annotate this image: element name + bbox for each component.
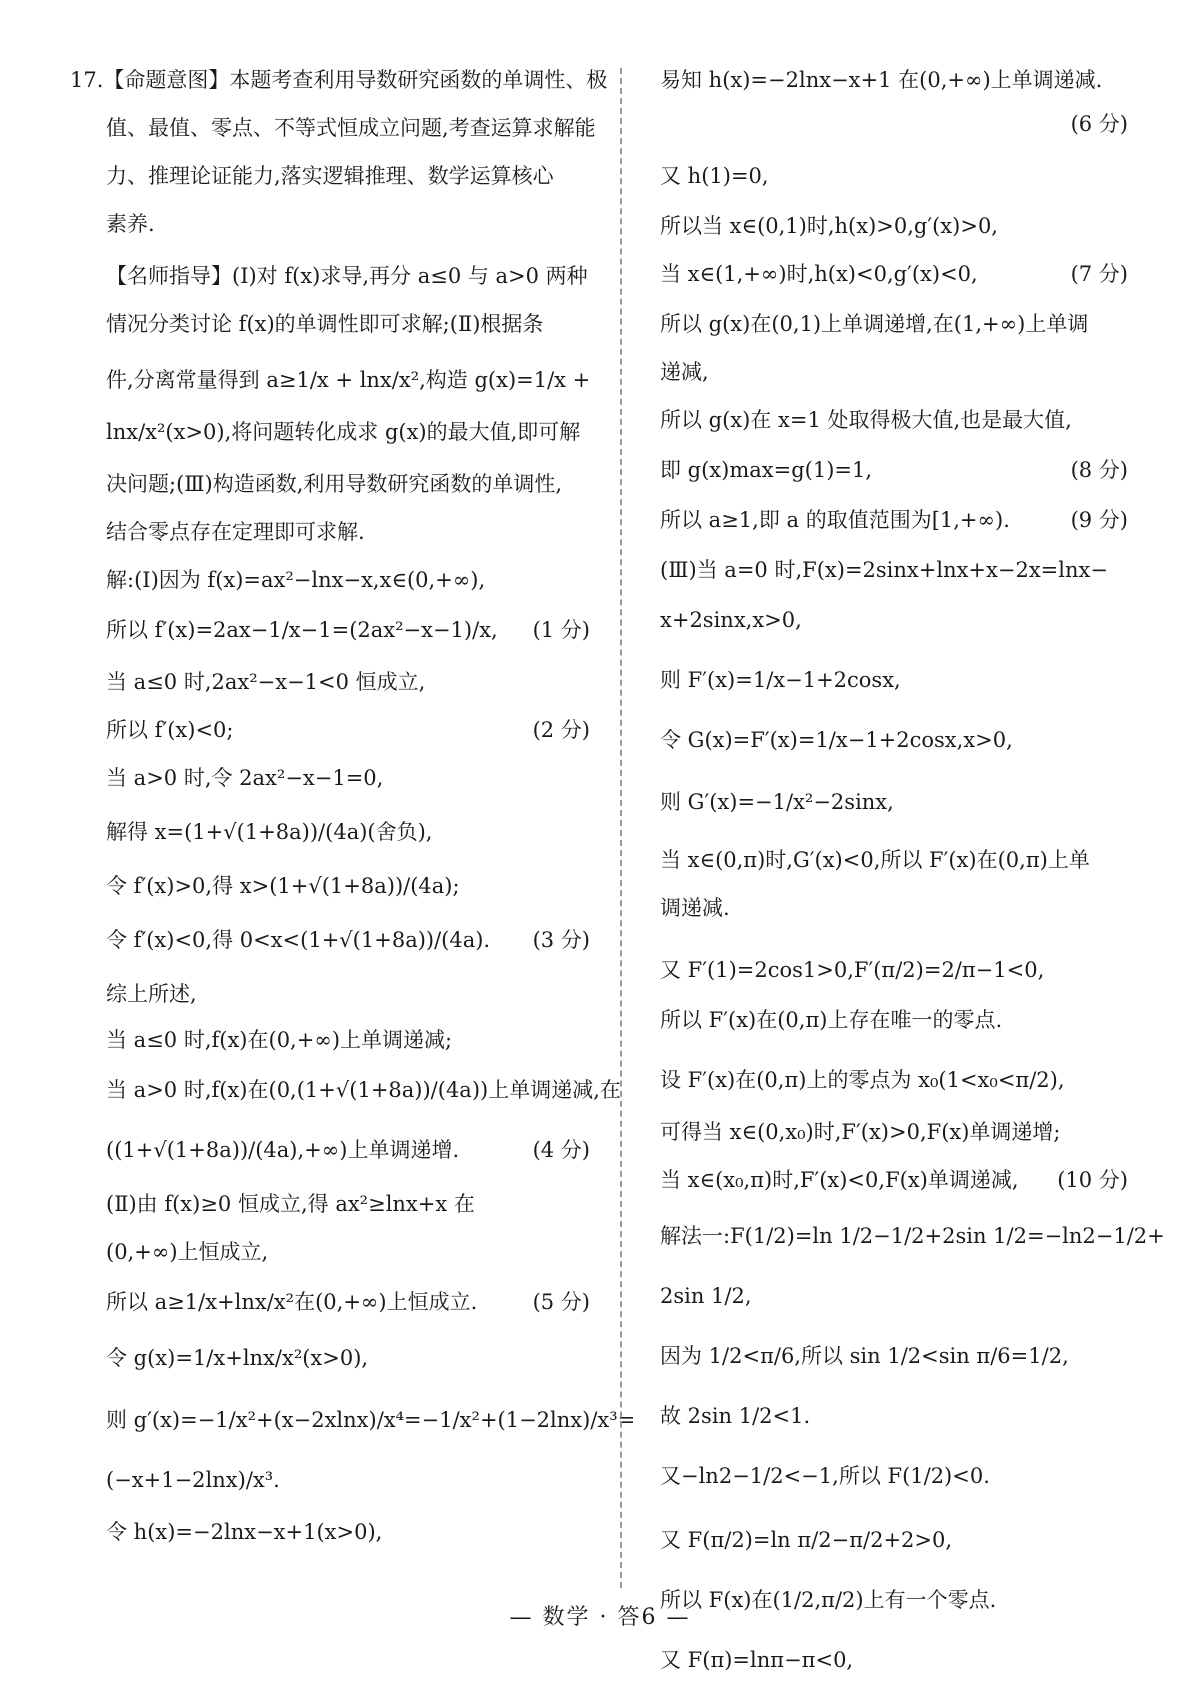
right-line-text: 易知 h(x)=−2lnx−x+1 在(0,+∞)上单调递减.	[660, 68, 1103, 92]
column-divider	[620, 68, 622, 1588]
right-line	[660, 402, 1128, 438]
right-line	[660, 952, 1128, 988]
left-line-text: 所以 a≥1/x+lnx/x²在(0,+∞)上恒成立.	[106, 1290, 478, 1314]
left-line-text: (Ⅱ)由 f(x)≥0 恒成立,得 ax²≥lnx+x 在	[106, 1192, 475, 1216]
right-line-text: 2sin 1/2,	[660, 1284, 752, 1308]
right-line-text: x+2sinx,x>0,	[660, 608, 802, 632]
right-line-text: 又 F′(1)=2cos1>0,F′(π/2)=2/π−1<0,	[660, 958, 1045, 982]
right-line	[660, 1218, 1165, 1254]
left-line	[106, 414, 590, 450]
right-line	[660, 502, 1128, 538]
left-line	[106, 1186, 590, 1222]
left-line	[106, 1234, 590, 1270]
right-line-text: 调递减.	[660, 896, 730, 920]
right-line	[660, 1458, 1128, 1494]
left-line-text: 力、推理论证能力,落实逻辑推理、数学运算核心	[106, 164, 554, 188]
right-line	[660, 1162, 1128, 1198]
left-line	[106, 664, 590, 700]
left-line-text: 令 h(x)=−2lnx−x+1(x>0),	[106, 1520, 383, 1544]
right-line	[660, 1002, 1128, 1038]
right-line	[660, 354, 1128, 390]
right-line-text: 则 G′(x)=−1/x²−2sinx,	[660, 790, 894, 814]
right-line-text: 所以 g(x)在 x=1 处取得极大值,也是最大值,	[660, 408, 1072, 432]
left-line-text: 结合零点存在定理即可求解.	[106, 520, 365, 544]
left-line	[106, 612, 590, 648]
left-line-text: 令 g(x)=1/x+lnx/x²(x>0),	[106, 1346, 369, 1370]
score-mark: (4 分)	[532, 1138, 590, 1162]
right-line-text: 所以 F(x)在(1/2,π/2)上有一个零点.	[660, 1588, 997, 1612]
left-line	[106, 110, 596, 146]
score-mark: (6 分)	[1070, 112, 1128, 136]
left-line-text: lnx/x²(x>0),将问题转化成求 g(x)的最大值,即可解	[106, 420, 581, 444]
right-line	[660, 158, 1128, 194]
right-line-text: 所以 F′(x)在(0,π)上存在唯一的零点.	[660, 1008, 1003, 1032]
left-line	[106, 158, 590, 194]
left-line-text: 当 a>0 时,令 2ax²−x−1=0,	[106, 766, 384, 790]
left-line-text: 则 g′(x)=−1/x²+(x−2xlnx)/x⁴=−1/x²+(1−2lnx)/x³=	[106, 1408, 636, 1432]
left-line-text: (0,+∞)上恒成立,	[106, 1240, 269, 1264]
right-line-text: 当 x∈(1,+∞)时,h(x)<0,g′(x)<0,	[660, 262, 978, 286]
left-line	[106, 514, 590, 550]
right-line	[660, 552, 1128, 588]
left-line	[106, 1340, 590, 1376]
right-line	[660, 784, 1128, 820]
right-line-text: 解法一:F(1/2)=ln 1/2−1/2+2sin 1/2=−ln2−1/2+	[660, 1224, 1165, 1248]
right-line	[660, 208, 1128, 244]
left-line-text: 情况分类讨论 f(x)的单调性即可求解;(Ⅱ)根据条	[106, 312, 544, 336]
left-line	[106, 868, 590, 904]
left-line-text: 值、最值、零点、不等式恒成立问题,考查运算求解能	[106, 116, 596, 140]
right-line-text: (Ⅲ)当 a=0 时,F(x)=2sinx+lnx+x−2x=lnx−	[660, 558, 1108, 582]
right-line	[660, 1398, 1128, 1434]
right-line	[660, 1278, 1128, 1314]
right-line-text: 又−ln2−1/2<−1,所以 F(1/2)<0.	[660, 1464, 990, 1488]
left-line-text: 素养.	[106, 212, 155, 236]
left-line-text: 件,分离常量得到 a≥1/x + lnx/x²,构造 g(x)=1/x +	[106, 368, 591, 392]
left-line	[106, 760, 590, 796]
right-line-text: 可得当 x∈(0,x₀)时,F′(x)>0,F(x)单调递增;	[660, 1120, 1061, 1144]
left-line	[106, 712, 590, 748]
score-mark: (1 分)	[532, 618, 590, 642]
left-line-text: (−x+1−2lnx)/x³.	[106, 1468, 280, 1492]
score-mark: (8 分)	[1070, 458, 1128, 482]
right-line-text: 令 G(x)=F′(x)=1/x−1+2cosx,x>0,	[660, 728, 1013, 752]
left-line	[106, 814, 590, 850]
right-line-text: 设 F′(x)在(0,π)上的零点为 x₀(1<x₀<π/2),	[660, 1068, 1065, 1092]
left-line	[106, 362, 590, 398]
left-line	[70, 62, 608, 98]
left-line-text: 所以 f′(x)<0;	[106, 718, 234, 742]
score-mark: (9 分)	[1070, 508, 1128, 532]
score-mark: (2 分)	[532, 718, 590, 742]
left-line	[106, 258, 590, 294]
right-line	[660, 1338, 1128, 1374]
left-line	[106, 976, 590, 1012]
left-line	[106, 1132, 590, 1168]
right-line	[660, 1522, 1128, 1558]
left-line	[106, 1514, 590, 1550]
score-mark: (3 分)	[532, 928, 590, 952]
score-mark: (10 分)	[1057, 1168, 1128, 1192]
left-line-text: 当 a≤0 时,f(x)在(0,+∞)上单调递减;	[106, 1028, 453, 1052]
left-line	[106, 1284, 590, 1320]
right-line	[660, 306, 1128, 342]
right-line-text: 又 h(1)=0,	[660, 164, 769, 188]
right-line	[660, 1062, 1128, 1098]
right-line	[660, 602, 1128, 638]
right-line-text: 递减,	[660, 360, 709, 384]
right-line-text: 即 g(x)max=g(1)=1,	[660, 458, 873, 482]
right-line-text: 因为 1/2<π/6,所以 sin 1/2<sin π/6=1/2,	[660, 1344, 1069, 1368]
left-line-text: 17.【命题意图】本题考查利用导数研究函数的单调性、极	[70, 68, 608, 92]
left-line-text: 综上所述,	[106, 982, 197, 1006]
right-line	[660, 62, 1128, 98]
right-line-text: 又 F(π)=lnπ−π<0,	[660, 1648, 854, 1672]
left-line-text: 令 f′(x)>0,得 x>(1+√(1+8a))/(4a);	[106, 874, 460, 898]
score-mark: (5 分)	[532, 1290, 590, 1314]
left-line-text: 所以 f′(x)=2ax−1/x−1=(2ax²−x−1)/x,	[106, 618, 498, 642]
left-line	[106, 1022, 590, 1058]
left-line-text: 当 a>0 时,f(x)在(0,(1+√(1+8a))/(4a))上单调递减,在	[106, 1078, 621, 1102]
left-line	[106, 1072, 621, 1108]
right-line	[660, 722, 1128, 758]
right-line	[660, 452, 1128, 488]
left-line-text: 令 f′(x)<0,得 0<x<(1+√(1+8a))/(4a).	[106, 928, 491, 952]
left-line	[106, 1402, 636, 1438]
left-line-text: 解:(Ⅰ)因为 f(x)=ax²−lnx−x,x∈(0,+∞),	[106, 568, 486, 592]
right-line	[660, 1114, 1128, 1150]
right-line	[660, 662, 1128, 698]
right-line-text: 则 F′(x)=1/x−1+2cosx,	[660, 668, 901, 692]
left-line	[106, 466, 590, 502]
right-line	[660, 842, 1128, 878]
right-line-text: 故 2sin 1/2<1.	[660, 1404, 811, 1428]
left-line-text: 【名师指导】(Ⅰ)对 f(x)求导,再分 a≤0 与 a>0 两种	[106, 264, 588, 288]
left-line	[106, 562, 590, 598]
right-line-text: 所以 a≥1,即 a 的取值范围为[1,+∞).	[660, 508, 1010, 532]
left-line	[106, 206, 590, 242]
right-line	[660, 890, 1128, 926]
right-line-text: 当 x∈(x₀,π)时,F′(x)<0,F(x)单调递减,	[660, 1168, 1019, 1192]
right-line	[660, 106, 1128, 142]
left-line-text: ((1+√(1+8a))/(4a),+∞)上单调递增.	[106, 1138, 460, 1162]
left-line	[106, 922, 590, 958]
left-line-text: 当 a≤0 时,2ax²−x−1<0 恒成立,	[106, 670, 426, 694]
left-line	[106, 306, 590, 342]
left-line-text: 解得 x=(1+√(1+8a))/(4a)(舍负),	[106, 820, 433, 844]
right-line	[660, 256, 1128, 292]
right-line-text: 所以 g(x)在(0,1)上单调递增,在(1,+∞)上单调	[660, 312, 1089, 336]
page-footer: — 数学 · 答6 —	[509, 1605, 691, 1630]
right-line-text: 又 F(π/2)=ln π/2−π/2+2>0,	[660, 1528, 953, 1552]
left-line	[106, 1462, 590, 1498]
left-line-text: 决问题;(Ⅲ)构造函数,利用导数研究函数的单调性,	[106, 472, 563, 496]
right-line-text: 所以当 x∈(0,1)时,h(x)>0,g′(x)>0,	[660, 214, 998, 238]
score-mark: (7 分)	[1070, 262, 1128, 286]
right-line-text: 当 x∈(0,π)时,G′(x)<0,所以 F′(x)在(0,π)上单	[660, 848, 1090, 872]
right-line	[660, 1642, 1128, 1678]
